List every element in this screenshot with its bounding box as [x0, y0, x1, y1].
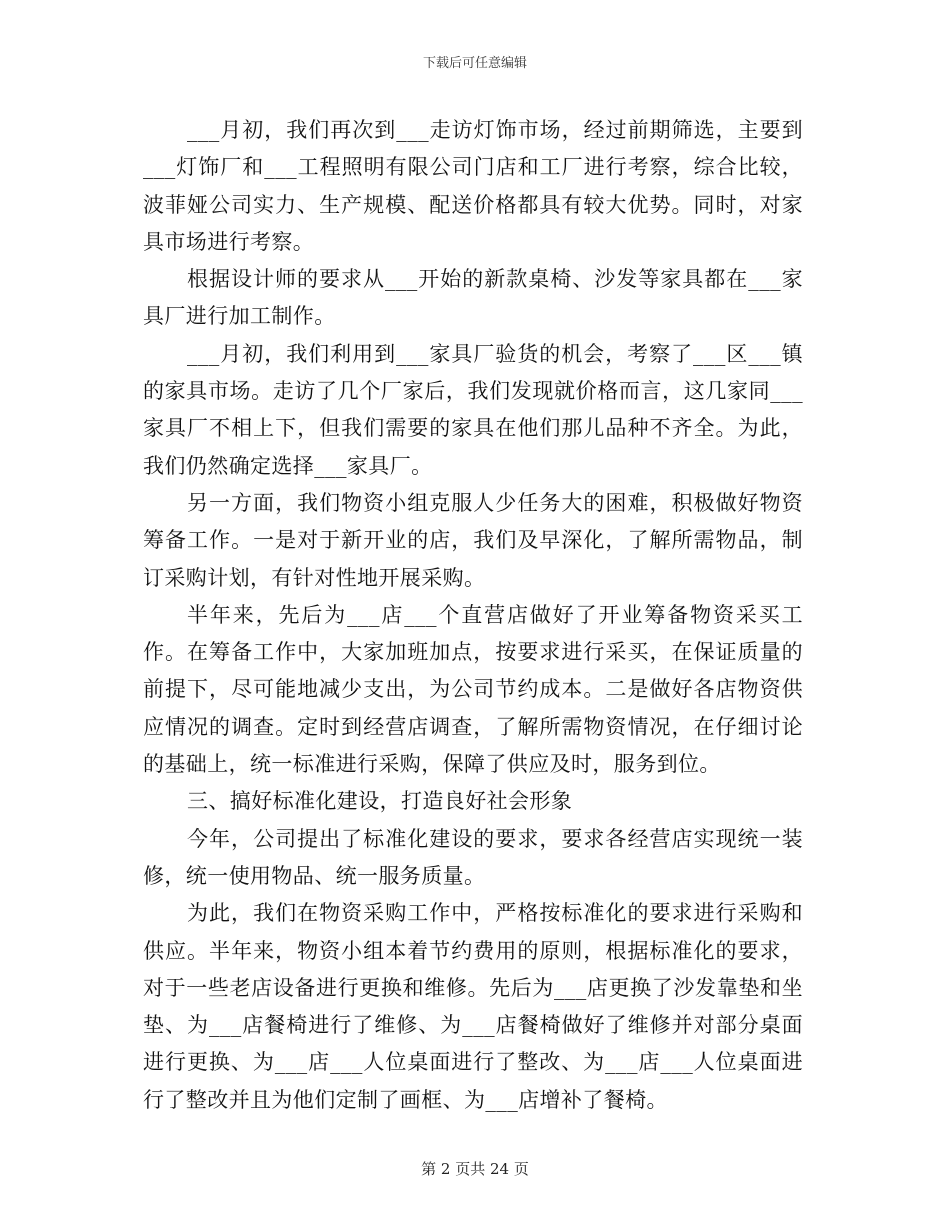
page-footer: 第 2 页共 24 页	[421, 1160, 529, 1178]
paragraph-3: ___月初，我们利用到___家具厂验货的机会，考察了___区___镇的家具市场。走访了几个厂家后，我们发现就价格而言，这几家同___家具厂不相上下，但我们需要的家具在他们那儿品种不齐全。为此，我们仍然确定选择___家具厂。	[143, 341, 803, 478]
paragraph-2: 根据设计师的要求从___开始的新款桌椅、沙发等家具都在___家具厂进行加工制作。	[143, 267, 803, 329]
document-body	[143, 112, 803, 1119]
paragraph-7: 为此，我们在物资采购工作中，严格按标准化的要求进行采购和供应。半年来，物资小组本着节约费用的原则，根据标准化的要求，对于一些老店设备进行更换和维修。先后为___店更换了沙发靠垫和坐垫、为___店餐椅进行了维修、为___店餐椅做好了维修并对部分桌面进行更换、为___店___人位桌面进行了整改、为___店___人位桌面进行了整改并且为他们定制了画框、为___店增补了餐椅。	[143, 901, 803, 1112]
section-heading: 三、搞好标准化建设，打造良好社会形象	[187, 789, 573, 814]
page-header: 下载后可任意编辑	[422, 56, 527, 71]
paragraph-5: 半年来，先后为___店___个直营店做好了开业筹备物资采买工作。在筹备工作中，大家加班加点，按要求进行采买，在保证质量的前提下，尽可能地减少支出，为公司节约成本。二是做好各店物资供应情况的调查。定时到经营店调查，了解所需物资情况，在仔细讨论的基础上，统一标准进行采购，保障了供应及时，服务到位。	[143, 602, 803, 777]
paragraph-4: 另一方面，我们物资小组克服人少任务大的困难，积极做好物资筹备工作。一是对于新开业的店，我们及早深化，了解所需物品，制订采购计划，有针对性地开展采购。	[143, 490, 803, 590]
paragraph-1: ___月初，我们再次到___走访灯饰市场，经过前期筛选，主要到___灯饰厂和___工程照明有限公司门店和工厂进行考察，综合比较，波菲娅公司实力、生产规模、配送价格都具有较大优势。同时，对家具市场进行考察。	[143, 118, 803, 254]
paragraph-6: 今年，公司提出了标准化建设的要求，要求各经营店实现统一装修，统一使用物品、统一服务质量。	[143, 826, 803, 888]
